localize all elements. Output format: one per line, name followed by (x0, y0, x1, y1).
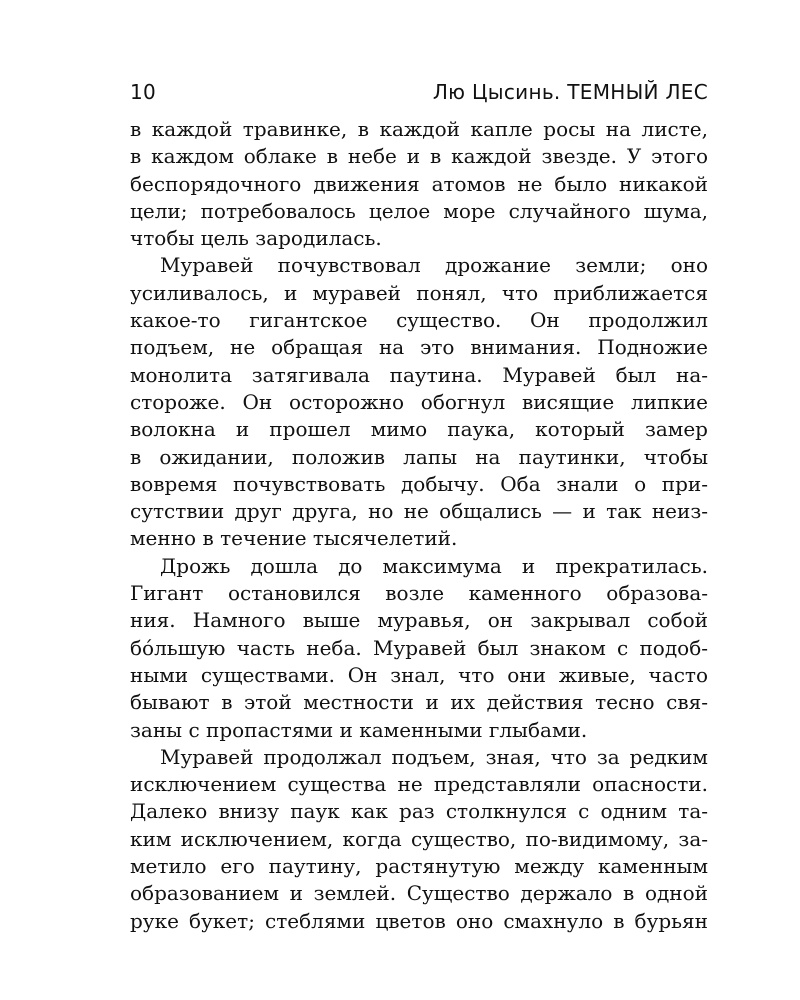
paragraph-first-line: Муравей почувствовал дрожание земли; оно (160, 253, 708, 278)
text-line: цели; потребовалось целое море случайного шума, (130, 198, 708, 223)
running-head: Лю Цысинь. ТЕМНЫЙ ЛЕС (432, 80, 708, 104)
text-line: метило его паутину, растянутую между каменным (130, 854, 708, 879)
text-line: ными существами. Он знал, что они живые, часто (130, 662, 708, 687)
text-line: руке букет; стеблями цветов оно смахнуло в бурьян (130, 908, 708, 933)
text-line: беспорядочного движения атомов не было никакой (130, 171, 708, 196)
text-line: монолита затягивала паутина. Муравей был на- (130, 362, 708, 387)
text-line: волокна и прошел мимо паука, который замер (130, 417, 708, 442)
paragraph-first-line: Муравей продолжал подъем, зная, что за редким (160, 744, 708, 769)
text-line: подъем, не обращая на это внимания. Подножие (130, 335, 708, 360)
text-line: Гигант остановился возле каменного образова- (130, 581, 708, 606)
text-line: стороже. Он осторожно обогнул висящие липкие (130, 389, 708, 414)
page-header (130, 80, 708, 108)
text-line: усиливалось, и муравей понял, что приближается (130, 280, 708, 305)
text-line: ния. Намного выше муравья, он закрывал собой (130, 608, 708, 633)
text-line: исключением существа не представляли опасности. (130, 772, 708, 797)
text-line: сутствии друг друга, но не общались — и так неиз- (130, 499, 708, 524)
text-line: менно в течение тысячелетий. (130, 526, 458, 551)
text-line: в каждом облаке в небе и в каждой звезде. У этого (130, 144, 708, 169)
body-text (130, 116, 708, 935)
text-line: образованием и землей. Существо держало в одной (130, 881, 708, 906)
text-line: заны с пропастями и каменными глыбами. (130, 717, 588, 742)
page-number: 10 (130, 80, 157, 104)
text-line: бóльшую часть неба. Муравей был знаком с подоб- (130, 635, 708, 660)
paragraph-first-line: Дрожь дошла до максимума и прекратилась. (160, 553, 708, 578)
text-line: какое-то гигантское существо. Он продолжил (130, 308, 708, 333)
text-line: бывают в этой местности и их действия тесно свя- (130, 690, 708, 715)
text-line: чтобы цель зародилась. (130, 226, 382, 251)
text-line: ким исключением, когда существо, по-видимому, за- (130, 826, 708, 851)
text-line: в ожидании, положив лапы на паутинки, чтобы (130, 444, 708, 469)
text-line: вовремя почувствовать добычу. Оба знали о при- (130, 471, 708, 496)
text-line: в каждой травинке, в каждой капле росы на листе, (130, 117, 708, 141)
text-line: Далеко внизу паук как раз столкнулся с одним та- (130, 799, 708, 824)
